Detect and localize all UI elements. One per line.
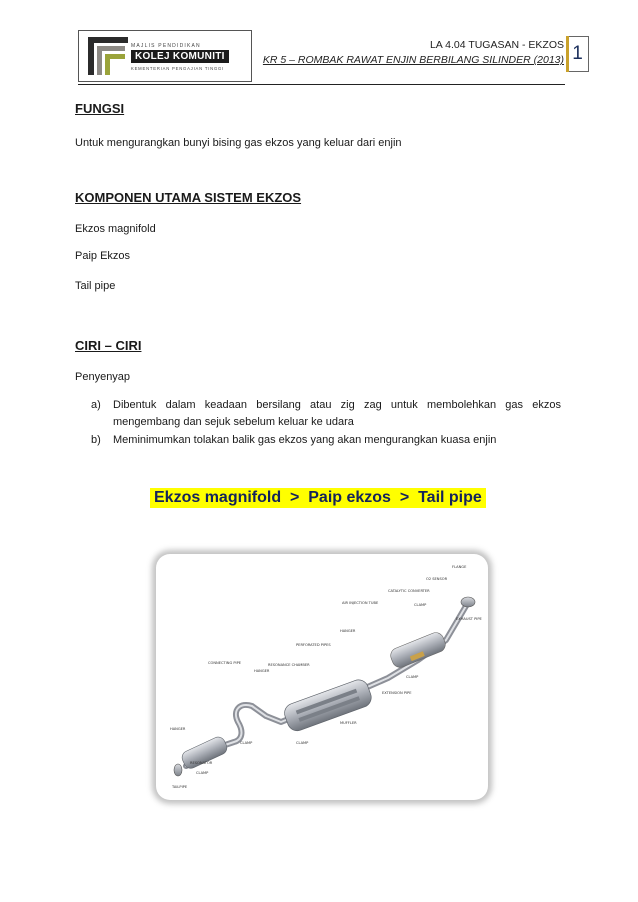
komponen-item: Tail pipe bbox=[75, 280, 116, 292]
list-item bbox=[91, 432, 561, 449]
logo-top-text: MAJLIS PENDIDIKAN bbox=[131, 43, 201, 49]
heading-ciri: CIRI – CIRI bbox=[75, 338, 142, 353]
ciri-list bbox=[91, 397, 561, 449]
label-resonance-chamber: RESONANCE CHAMBER bbox=[268, 663, 310, 667]
muffler-shape bbox=[282, 677, 374, 733]
catalytic-converter-shape bbox=[388, 630, 447, 670]
page-number: 1 bbox=[566, 36, 589, 72]
label-flange: FLANGE bbox=[452, 565, 467, 569]
komponen-item: Paip Ekzos bbox=[75, 250, 131, 262]
label-clamp-mid: CLAMP bbox=[406, 675, 419, 679]
label-catalytic-converter: CATALYTIC CONVERTER bbox=[388, 589, 430, 593]
komponen-item: Ekzos magnifold bbox=[75, 223, 156, 235]
header-divider bbox=[78, 84, 565, 85]
label-hanger-top: HANGER bbox=[340, 629, 356, 633]
tailpipe-tip-shape bbox=[174, 764, 182, 776]
label-clamp-low: CLAMP bbox=[240, 741, 253, 745]
label-hanger-left: HANGER bbox=[170, 727, 186, 731]
header-assignment-title: LA 4.04 TUGASAN - EKZOS bbox=[429, 39, 564, 51]
resonator-shape bbox=[180, 735, 229, 771]
exhaust-system-figure bbox=[156, 554, 488, 800]
list-item-text: Meminimumkan tolakan balik gas ekzos yang akan mengurangkan kuasa enjin bbox=[113, 434, 497, 446]
label-connecting-pipe: CONNECTING PIPE bbox=[208, 661, 242, 665]
heading-fungsi: FUNGSI bbox=[75, 101, 125, 116]
label-perforated-pipes: PERFORATED PIPES bbox=[296, 643, 331, 647]
list-marker: a) bbox=[91, 399, 101, 411]
label-clamp-bottom: CLAMP bbox=[296, 741, 309, 745]
fungsi-text: Untuk mengurangkan bunyi bising gas ekzos yang keluar dari enjin bbox=[75, 137, 402, 149]
college-logo bbox=[78, 30, 252, 82]
label-clamp-top: CLAMP bbox=[414, 603, 427, 607]
label-tailpipe: TAILPIPE bbox=[172, 785, 188, 789]
exhaust-flow-highlight: Ekzos magnifold > Paip ekzos > Tail pipe bbox=[150, 488, 486, 508]
list-marker: b) bbox=[91, 434, 101, 446]
exhaust-system-diagram bbox=[156, 554, 488, 800]
logo-main-text: KOLEJ KOMUNITI bbox=[131, 50, 229, 63]
header-course-title: KR 5 – ROMBAK RAWAT ENJIN BERBILANG SILINDER (2013) bbox=[262, 54, 564, 66]
logo-mark-icon bbox=[88, 37, 128, 75]
label-exhaust-pipe: EXHAUST PIPE bbox=[456, 617, 482, 621]
heading-komponen: KOMPONEN UTAMA SISTEM EKZOS bbox=[75, 190, 302, 205]
label-muffler: MUFFLER bbox=[340, 721, 357, 725]
label-air-injection-tube: AIR INJECTION TUBE bbox=[342, 601, 379, 605]
list-item-text: Dibentuk dalam keadaan bersilang atau zig zag untuk membolehkan gas ekzos mengembang dan sejuk sebelum keluar ke udara bbox=[113, 399, 561, 428]
logo-sub-text: KEMENTERIAN PENGAJIAN TINGGI bbox=[131, 66, 225, 71]
label-o2-sensor: O2 SENSOR bbox=[426, 577, 448, 581]
label-extension-pipe: EXTENSION PIPE bbox=[382, 691, 412, 695]
label-hanger-mid: HANGER bbox=[254, 669, 270, 673]
list-item bbox=[91, 397, 561, 431]
label-clamp-tail: CLAMP bbox=[196, 771, 209, 775]
label-resonator: RESONATOR bbox=[190, 761, 213, 765]
exhaust-pipe-shape bbox=[186, 606, 466, 766]
ciri-intro: Penyenyap bbox=[75, 371, 131, 383]
flange-shape bbox=[461, 597, 475, 607]
